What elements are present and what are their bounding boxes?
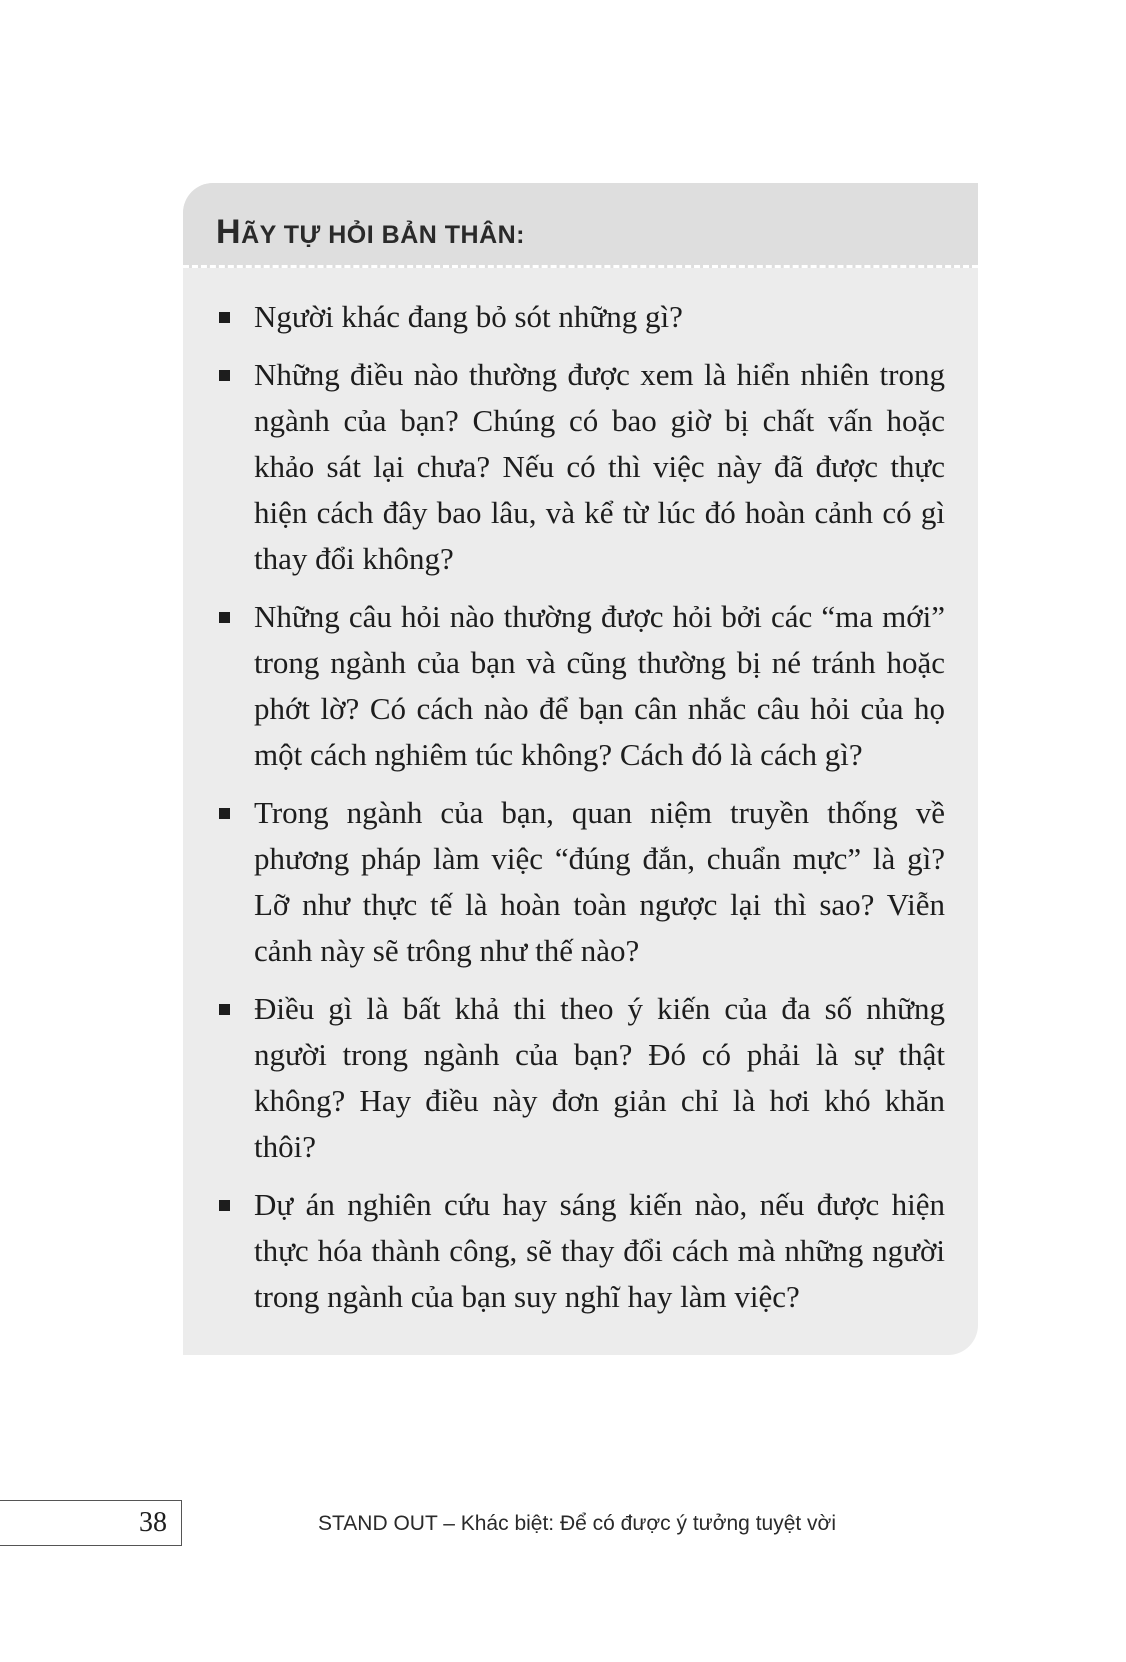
square-bullet-icon — [219, 1200, 230, 1211]
square-bullet-icon — [219, 1004, 230, 1015]
list-item-text: Dự án nghiên cứu hay sáng kiến nào, nếu được hiện thực hóa thành công, sẽ thay đổi cách mà những người trong ngành của bạn suy nghĩ hay làm việc? — [254, 1187, 945, 1314]
list-item-text: Điều gì là bất khả thi theo ý kiến của đa số những người trong ngành của bạn? Đó có phải là sự thật không? Hay điều này đơn giản chỉ là hơi khó khăn thôi? — [254, 991, 945, 1164]
box-header — [183, 183, 978, 268]
list-item-text: Những câu hỏi nào thường được hỏi bởi các “ma mới” trong ngành của bạn và cũng thường bị né tránh hoặc phớt lờ? Có cách nào để bạn cân nhắc câu hỏi của họ một cách nghiêm túc không? Cách đó là cách gì? — [254, 599, 945, 772]
list-item — [254, 1182, 945, 1320]
square-bullet-icon — [219, 312, 230, 323]
list-item — [254, 352, 945, 582]
box-title — [216, 213, 978, 252]
list-item-text: Trong ngành của bạn, quan niệm truyền thống về phương pháp làm việc “đúng đắn, chuẩn mực” là gì? Lỡ như thực tế là hoàn toàn ngược lại thì sao? Viễn cảnh này sẽ trông như thế nào? — [254, 795, 945, 968]
running-footer-title: STAND OUT – Khác biệt: Để có được ý tưởng tuyệt vời — [318, 1512, 836, 1535]
list-item — [254, 986, 945, 1170]
list-item — [254, 594, 945, 778]
list-item — [254, 790, 945, 974]
page-number: 38 — [0, 1500, 182, 1546]
list-item — [254, 294, 945, 340]
square-bullet-icon — [219, 808, 230, 819]
square-bullet-icon — [219, 370, 230, 381]
box-title-initial: H — [216, 213, 242, 251]
list-item-text: Người khác đang bỏ sót những gì? — [254, 299, 683, 334]
question-box — [183, 183, 978, 1355]
square-bullet-icon — [219, 612, 230, 623]
question-list — [183, 268, 978, 1320]
list-item-text: Những điều nào thường được xem là hiển nhiên trong ngành của bạn? Chúng có bao giờ bị chất vấn hoặc khảo sát lại chưa? Nếu có thì việc này đã được thực hiện cách đây bao lâu, và kể từ lúc đó hoàn cảnh có gì thay đổi không? — [254, 357, 945, 576]
box-title-rest: ÃY TỰ HỎI BẢN THÂN: — [241, 221, 526, 249]
